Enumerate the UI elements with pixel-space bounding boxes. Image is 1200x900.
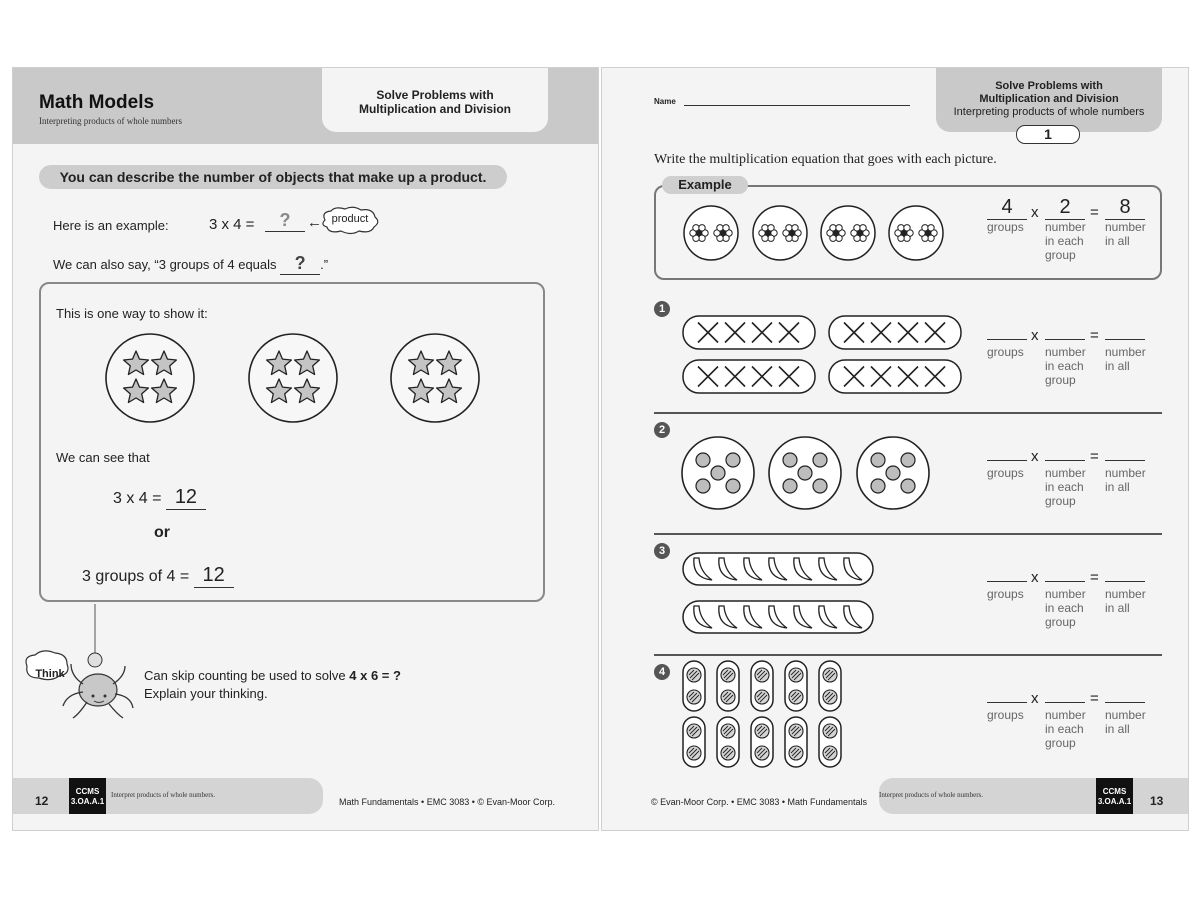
problem-4-each-label-3: group	[1045, 736, 1076, 750]
flower-petal	[904, 225, 910, 231]
problem-2-groups	[987, 444, 1027, 480]
group-circle	[249, 334, 337, 422]
problem-1-each-label-2: in each	[1045, 359, 1084, 373]
flower-petal	[898, 225, 904, 231]
problem-3-each	[1045, 565, 1085, 629]
problem-4-each	[1045, 686, 1085, 750]
right-tab-line1: Solve Problems with	[995, 80, 1103, 92]
problem-4-total-blank[interactable]	[1105, 686, 1145, 703]
flower-petal	[854, 225, 860, 231]
x-group-pill	[829, 316, 961, 349]
problem-1-each-label-1: number	[1045, 345, 1086, 359]
problem-2-each-label-2: in each	[1045, 480, 1084, 494]
left-page-number: 12	[35, 794, 49, 808]
problem-4-total-label-2: in all	[1105, 722, 1130, 736]
example-each-label-1: number	[1045, 220, 1086, 234]
problem-1-groups-label-1: groups	[987, 345, 1024, 359]
also-say-suffix: .”	[320, 257, 329, 272]
problem-2-groups-label-1: groups	[987, 466, 1024, 480]
flower-petal	[693, 225, 699, 231]
example-equals: =	[1090, 204, 1099, 221]
dot-icon	[813, 479, 827, 493]
problem-1-times: x	[1031, 327, 1039, 344]
problem-3-total-blank[interactable]	[1105, 565, 1145, 582]
problem-1-total-blank[interactable]	[1105, 323, 1145, 340]
think-expression: 4 x 6 = ?	[349, 668, 401, 683]
flower-icon	[925, 230, 931, 236]
problem-1-total-label-1: number	[1105, 345, 1146, 359]
right-footer-standard-text: Interpret products of whole numbers.	[879, 791, 983, 799]
also-say-prefix: We can also say, “3 groups of 4 equals	[53, 257, 277, 272]
left-ccms-badge	[69, 778, 106, 814]
problem-divider	[654, 533, 1162, 535]
problem-4-groups-blank[interactable]	[987, 686, 1027, 703]
problem-1-each-blank[interactable]	[1045, 323, 1085, 340]
problem-4-times: x	[1031, 690, 1039, 707]
equation-2	[82, 564, 234, 588]
product-label: product	[331, 213, 369, 225]
spider-mascot-icon	[13, 598, 153, 728]
left-ccms-line2: 3.OA.A.1	[70, 797, 105, 806]
flower-petal	[860, 235, 866, 241]
problem-3-each-label-2: in each	[1045, 601, 1084, 615]
equation-1-answer: 12	[166, 486, 206, 510]
problem-3-groups-label-1: groups	[987, 587, 1024, 601]
problem-1-total	[1105, 323, 1145, 373]
arrow-left-icon: ←	[307, 214, 322, 231]
flower-icon	[857, 230, 863, 236]
problem-2-each-blank[interactable]	[1045, 444, 1085, 461]
problem-4-equals: =	[1090, 690, 1099, 707]
think-question-line	[144, 668, 401, 683]
flower-petal	[723, 235, 729, 241]
example-each	[1045, 196, 1085, 262]
problem-2-total-label-1: number	[1105, 466, 1146, 480]
problem-2-times: x	[1031, 448, 1039, 465]
example-total-label-2: in all	[1105, 234, 1130, 248]
dot-icon	[798, 466, 812, 480]
flower-icon	[765, 230, 771, 236]
dot-icon	[901, 453, 915, 467]
see-that-text: We can see that	[56, 450, 150, 465]
dot-icon	[901, 479, 915, 493]
problem-number-1: 1	[654, 301, 670, 317]
concept-banner: You can describe the number of objects that make up a product.	[39, 165, 507, 189]
problem-divider	[654, 654, 1162, 656]
problem-3-each-label-1: number	[1045, 587, 1086, 601]
flower-petal	[699, 225, 705, 231]
x-group-pill	[683, 316, 815, 349]
think-explain: Explain your thinking.	[144, 686, 268, 701]
example-each-label-2: in each	[1045, 234, 1084, 248]
example-groups-label: groups	[987, 220, 1024, 234]
problem-1-equals: =	[1090, 327, 1099, 344]
problem-number-3: 3	[654, 543, 670, 559]
dot-icon	[696, 453, 710, 467]
problem-4-total-label-1: number	[1105, 708, 1146, 722]
flower-petal	[904, 235, 910, 241]
left-footer-credit: Math Fundamentals • EMC 3083 • © Evan-Moor Corp.	[339, 797, 556, 807]
dot-icon	[783, 453, 797, 467]
flower-icon	[696, 230, 702, 236]
group-circle	[106, 334, 194, 422]
flower-petal	[792, 235, 798, 241]
unit-tab-line2: Multiplication and Division	[358, 102, 511, 116]
problem-3-total-label-1: number	[1105, 587, 1146, 601]
dot-icon	[696, 479, 710, 493]
problem-4-groups	[987, 686, 1027, 722]
x-group-pill	[829, 360, 961, 393]
problem-divider	[654, 412, 1162, 414]
example-groups	[987, 196, 1027, 234]
example-total	[1105, 196, 1145, 248]
right-footer-credit: © Evan-Moor Corp. • EMC 3083 • Math Fundamentals	[651, 797, 868, 807]
example-total-label-1: number	[1105, 220, 1146, 234]
problem-4-groups-label-1: groups	[987, 708, 1024, 722]
left-ccms-line1: CCMS	[75, 787, 100, 796]
problem-3-each-label-3: group	[1045, 615, 1076, 629]
problem-2-each-label-3: group	[1045, 494, 1076, 508]
flower-petal	[922, 225, 928, 231]
page-subtitle: Interpreting products of whole numbers	[39, 116, 182, 126]
problem-4-each-label-2: in each	[1045, 722, 1084, 736]
flower-petal	[768, 225, 774, 231]
flower-petal	[928, 225, 934, 231]
also-say-question-mark: ?	[280, 253, 320, 275]
left-page	[12, 67, 599, 831]
think-question: Can skip counting be used to solve	[144, 668, 346, 683]
problem-number-4: 4	[654, 664, 670, 680]
problem-1-each	[1045, 323, 1085, 387]
instructions: Write the multiplication equation that goes with each picture.	[654, 152, 997, 167]
flower-icon	[901, 230, 907, 236]
problem-3-equals: =	[1090, 569, 1099, 586]
flower-icon	[833, 230, 839, 236]
equation-2-left: 3 groups of 4 =	[82, 568, 190, 585]
right-ccms-line1: CCMS	[1102, 787, 1127, 796]
example-equation: 3 x 4 =	[209, 216, 255, 233]
problem-2-total	[1105, 444, 1145, 494]
problem-1-each-label-3: group	[1045, 373, 1076, 387]
problem-2-total-blank[interactable]	[1105, 444, 1145, 461]
flower-petal	[830, 225, 836, 231]
flower-petal	[928, 235, 934, 241]
flower-petal	[762, 225, 768, 231]
problem-2-each	[1045, 444, 1085, 508]
right-footer-standard	[879, 791, 983, 799]
example-each-value: 2	[1045, 196, 1085, 220]
think-label: Think	[35, 668, 65, 680]
problem-2-equals: =	[1090, 448, 1099, 465]
or-text: or	[154, 524, 170, 541]
right-ccms-line2: 3.OA.A.1	[1097, 797, 1132, 806]
flower-petal	[717, 225, 723, 231]
example-total-value: 8	[1105, 196, 1145, 220]
dot-icon	[726, 479, 740, 493]
flower-petal	[792, 225, 798, 231]
flower-petal	[836, 235, 842, 241]
problem-1-total-label-2: in all	[1105, 359, 1130, 373]
group-circle	[391, 334, 479, 422]
lesson-number: 1	[1016, 125, 1080, 144]
equation-1	[113, 486, 206, 510]
problem-2-groups-blank[interactable]	[987, 444, 1027, 461]
page-title: Math Models	[39, 92, 155, 113]
dot-icon	[871, 479, 885, 493]
left-footer-standard: Interpret products of whole numbers.	[111, 791, 215, 799]
example-label: Here is an example:	[53, 218, 169, 233]
problem-1-groups	[987, 323, 1027, 359]
problem-4-each-blank[interactable]	[1045, 686, 1085, 703]
problem-4-total	[1105, 686, 1145, 736]
flower-petal	[699, 235, 705, 241]
unit-tab-line1: Solve Problems with	[376, 88, 494, 102]
example-question-mark: ?	[265, 210, 305, 232]
right-page-number: 13	[1150, 794, 1164, 808]
name-label: Name	[654, 97, 676, 106]
example-tab: Example	[662, 176, 748, 194]
problem-4-each-label-1: number	[1045, 708, 1086, 722]
flower-petal	[723, 225, 729, 231]
problem-2-total-label-2: in all	[1105, 480, 1130, 494]
dot-icon	[711, 466, 725, 480]
problem-1-groups-blank[interactable]	[987, 323, 1027, 340]
equation-1-left: 3 x 4 =	[113, 490, 162, 507]
flower-icon	[720, 230, 726, 236]
problem-pictures	[602, 68, 1189, 831]
right-tab-line2: Multiplication and Division	[979, 93, 1119, 105]
flower-petal	[836, 225, 842, 231]
flower-petal	[768, 235, 774, 241]
dot-icon	[886, 466, 900, 480]
problem-3-groups-blank[interactable]	[987, 565, 1027, 582]
problem-3-total-label-2: in all	[1105, 601, 1130, 615]
problem-2-each-label-1: number	[1045, 466, 1086, 480]
flower-petal	[786, 225, 792, 231]
example-times: x	[1031, 204, 1039, 221]
example-groups-value: 4	[987, 196, 1027, 220]
problem-3-each-blank[interactable]	[1045, 565, 1085, 582]
problem-3-total	[1105, 565, 1145, 615]
flower-icon	[789, 230, 795, 236]
right-page	[601, 67, 1189, 831]
dot-icon	[783, 479, 797, 493]
problem-3-groups	[987, 565, 1027, 601]
problem-number-2: 2	[654, 422, 670, 438]
dot-icon	[726, 453, 740, 467]
dot-icon	[813, 453, 827, 467]
x-group-pill	[683, 360, 815, 393]
example-each-label-3: group	[1045, 248, 1076, 262]
model-intro: This is one way to show it:	[56, 306, 208, 321]
right-tab-line3: Interpreting products of whole numbers	[953, 106, 1145, 118]
flower-petal	[860, 225, 866, 231]
right-ccms-badge	[1096, 778, 1133, 814]
problem-3-times: x	[1031, 569, 1039, 586]
dot-icon	[871, 453, 885, 467]
equation-2-answer: 12	[194, 564, 234, 588]
